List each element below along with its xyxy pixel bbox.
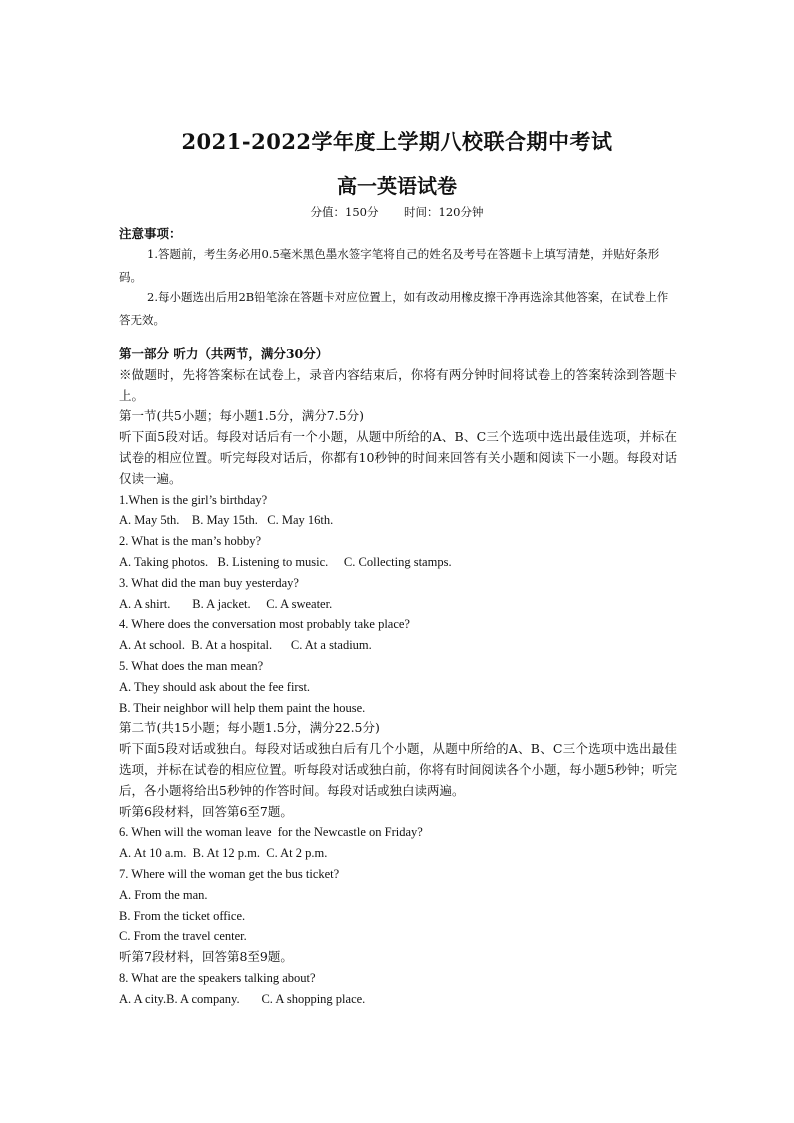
part1-heading: 第一部分 听力（共两节，满分30分） xyxy=(119,346,329,361)
score-time-info: 分值：150分 时间：120分钟 xyxy=(310,205,484,219)
question-2-options: A. Taking photos. B. Listening to music. C. Collecting stamps. xyxy=(119,554,452,569)
question-7-option-b: B. From the ticket office. xyxy=(119,908,246,923)
question-6-options: A. At 10 a.m. B. At 12 p.m. C. At 2 p.m. xyxy=(119,846,328,861)
part1-instruction: ※做题时，先将答案标在试卷上，录音内容结束后，你将有两分钟时间将试卷上的答案转涂到答题卡上。 xyxy=(119,366,677,403)
question-8: 8. What are the speakers talking about? xyxy=(119,970,316,985)
section1-instruction: 听下面5段对话。每段对话后有一个小题，从题中所给的A、B、C三个选项中选出最佳选项，并标在试卷的相应位置。听完每段对话后，你都有10秒钟的时间来回答有关小题和阅读下一小题。每段对话仅读一遍。 xyxy=(119,429,677,486)
question-1: 1.When is the girl’s birthday? xyxy=(119,492,268,507)
section2-instruction: 听下面5段对话或独白。每段对话或独白后有几个小题，从题中所给的A、B、C三个选项中选出最佳选项，并标在试卷的相应位置。听每段对话或独白前，你将有时间阅读各个小题，每小题5秒钟；听完后，各小题将给出5秒钟的作答时间。每段对话或独白读两遍。 xyxy=(119,741,677,798)
exam-subtitle: 高一英语试卷 xyxy=(337,174,457,198)
question-5-option-a: A. They should ask about the fee first. xyxy=(119,679,311,694)
question-2: 2. What is the man’s hobby? xyxy=(119,534,262,549)
section2-heading: 第二节(共15小题；每小题1.5分，满分22.5分) xyxy=(119,720,380,736)
question-3: 3. What did the man buy yesterday? xyxy=(119,575,299,590)
question-5-option-b: B. Their neighbor will help them paint the house. xyxy=(119,700,366,715)
exam-body xyxy=(119,344,677,1010)
question-4-options: A. At school. B. At a hospital. C. At a stadium. xyxy=(119,638,372,653)
question-6: 6. When will the woman leave for the Newcastle on Friday? xyxy=(119,825,423,840)
question-4: 4. Where does the conversation most probably take place? xyxy=(119,617,410,632)
notice-heading: 注意事项： xyxy=(119,226,182,241)
question-5: 5. What does the man mean? xyxy=(119,658,264,673)
section1-heading: 第一节(共5小题；每小题1.5分，满分7.5分) xyxy=(119,408,364,424)
exam-title: 2021-2022学年度上学期八校联合期中考试 xyxy=(181,129,613,154)
question-7-option-c: C. From the travel center. xyxy=(119,929,247,944)
question-7: 7. Where will the woman get the bus ticket? xyxy=(119,866,340,881)
material-6-label: 听第6段材料，回答第6至7题。 xyxy=(119,803,293,819)
question-1-options: A. May 5th. B. May 15th. C. May 16th. xyxy=(119,513,334,528)
material-7-label: 听第7段材料，回答第8至9题。 xyxy=(119,949,293,965)
notice-item-2: 2.每小题选出后用2B铅笔涂在答题卡对应位置上，如有改动用橡皮擦干净再选涂其他答案，在试卷上作答无效。 xyxy=(119,290,669,327)
question-8-options: A. A city.B. A company. C. A shopping place. xyxy=(119,991,366,1006)
question-3-options: A. A shirt. B. A jacket. C. A sweater. xyxy=(119,596,333,611)
notice-item-1: 1.答题前，考生务必用0.5毫米黑色墨水签字笔将自己的姓名及考号在答题卡上填写清楚，并贴好条形码。 xyxy=(119,247,660,284)
question-7-option-a: A. From the man. xyxy=(119,887,208,902)
